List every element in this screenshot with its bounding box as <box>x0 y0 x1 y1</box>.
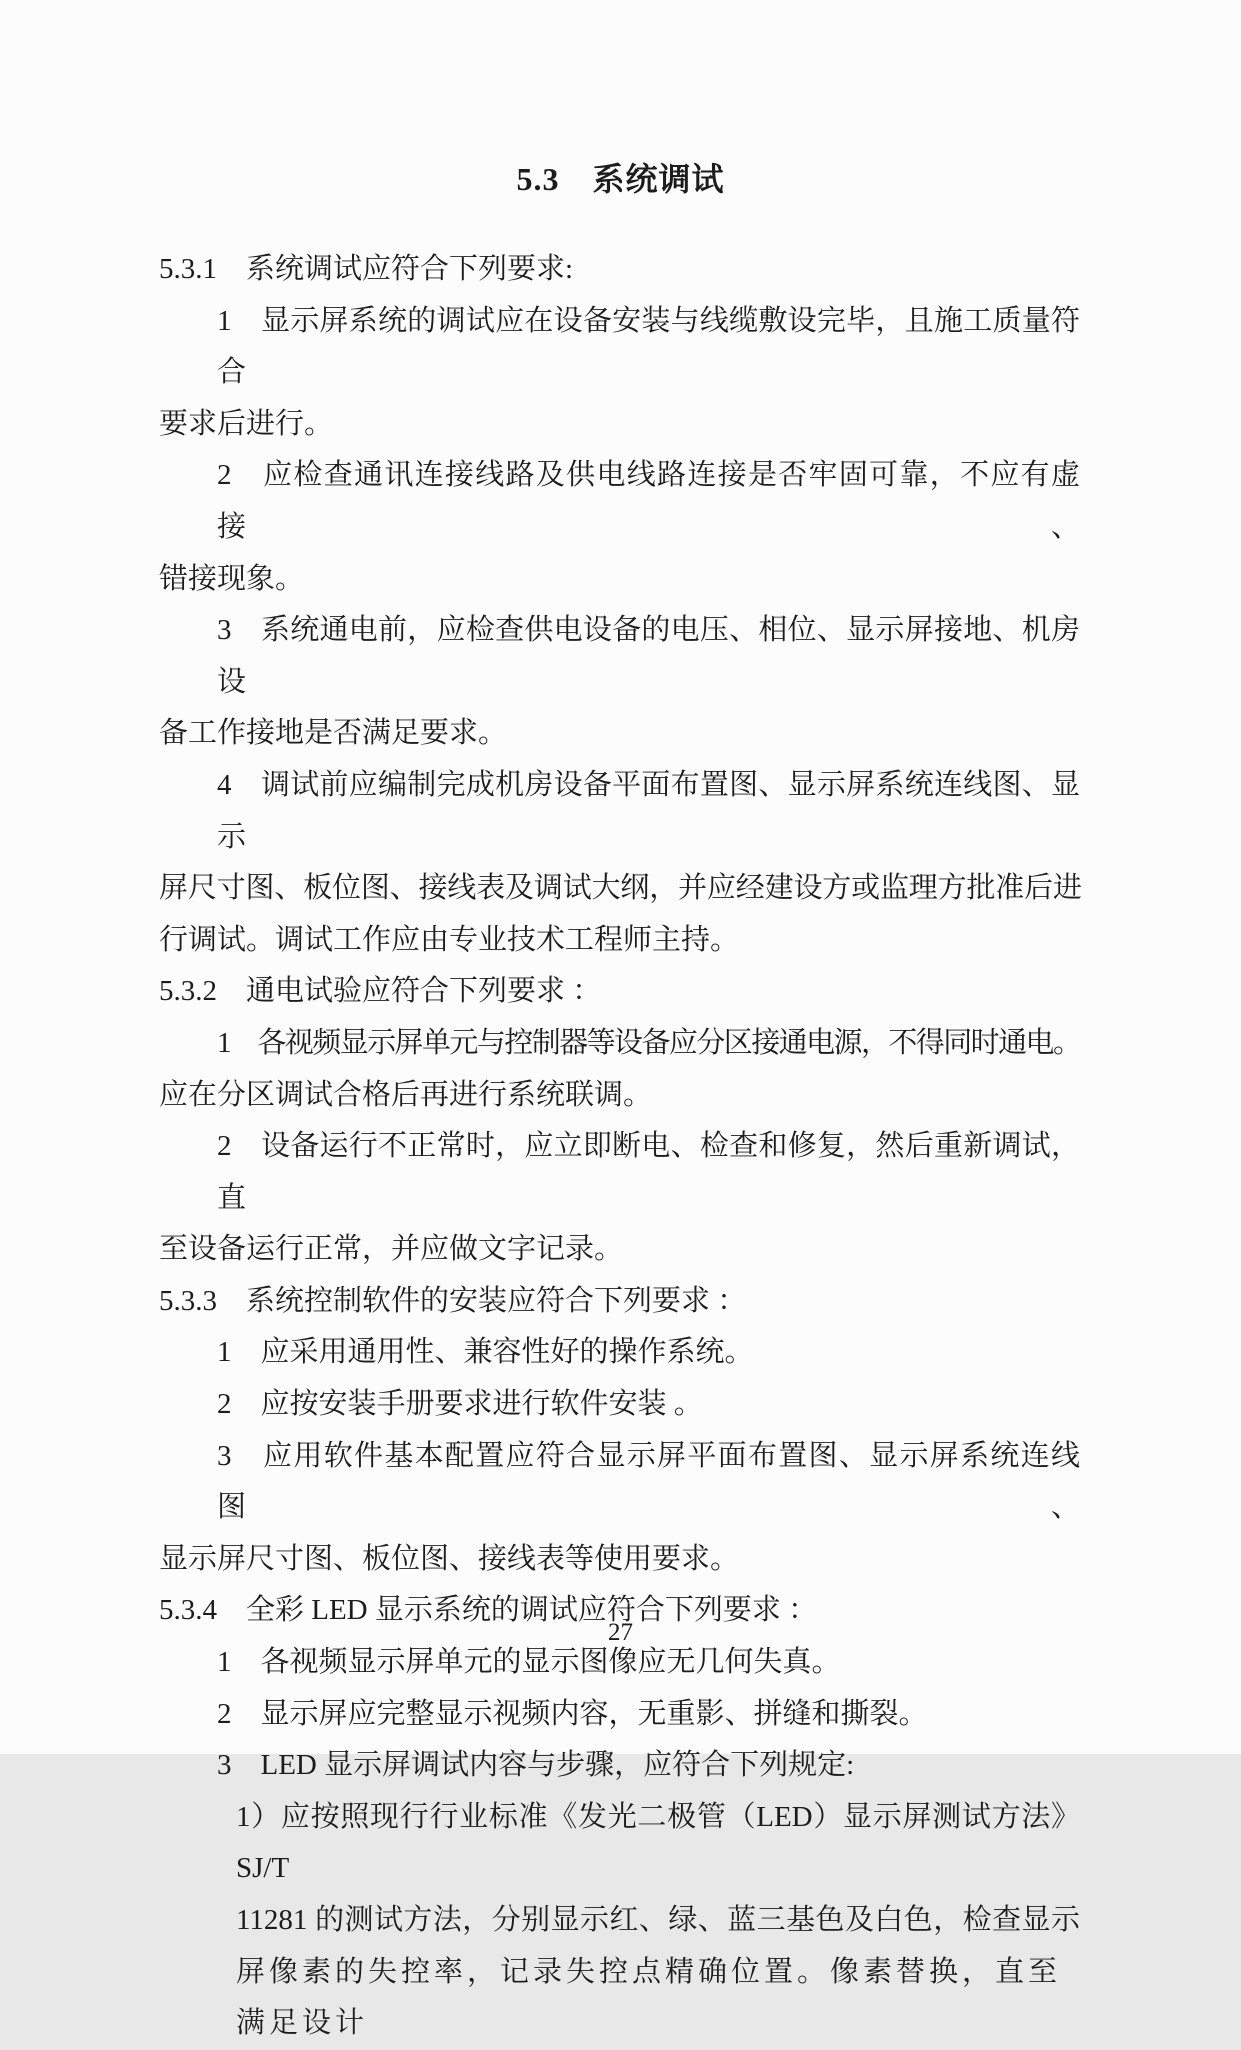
text-line: 1）应按照现行行业标准《发光二极管（LED）显示屏测试方法》SJ/T <box>236 1800 1080 1885</box>
section-heading: 5.3 系统调试 <box>516 161 725 197</box>
document-body <box>159 244 1080 2050</box>
text-line: 错接现象。 <box>159 562 305 595</box>
text-line-section-5-3-1: 5.3.1 系统调试应符合下列要求: <box>159 253 574 285</box>
text-line: 屏像素的失控率，记录失控点精确位置。像素替换，直至满足设计 <box>236 1955 1062 2040</box>
text-line: 3 系统通电前，应检查供电设备的电压、相位、显示屏接地、机房设 <box>217 614 1080 698</box>
page-number: 27 <box>608 1619 633 1646</box>
text-line: 3 LED 显示屏调试内容与步骤，应符合下列规定: <box>217 1749 855 1782</box>
text-line: 2 显示屏应完整显示视频内容，无重影、拼缝和撕裂。 <box>217 1697 928 1730</box>
text-line: 屏尺寸图、板位图、接线表及调试大纲，并应经建设方或监理方批准后进 <box>159 872 1080 905</box>
text-line: 1 应采用通用性、兼容性好的操作系统。 <box>217 1336 754 1369</box>
text-line: 显示屏尺寸图、板位图、接线表等使用要求。 <box>159 1542 740 1575</box>
text-line-section-5-3-4: 5.3.4 全彩 LED 显示系统的调试应符合下列要求 ： <box>159 1594 818 1627</box>
text-line: 3 应用软件基本配置应符合显示屏平面布置图、显示屏系统连线图、 <box>217 1439 1080 1524</box>
text-line: 至设备运行正常，并应做文字记录。 <box>159 1233 624 1266</box>
text-line: 备工作接地是否满足要求。 <box>159 717 508 750</box>
text-line: 4 调试前应编制完成机房设备平面布置图、显示屏系统连线图、显示 <box>217 768 1080 853</box>
text-line: 要求后进行。 <box>159 407 334 440</box>
text-line: 11281 的测试方法，分别显示红、绿、蓝三基色及白色，检查显示 <box>236 1904 1080 1936</box>
text-line: 1 显示屏系统的调试应在设备安装与线缆敷设完毕，且施工质量符合 <box>217 304 1080 389</box>
text-line-section-5-3-3: 5.3.3 系统控制软件的安装应符合下列要求 ： <box>159 1284 747 1317</box>
text-line: 2 设备运行不正常时，应立即断电、检查和修复，然后重新调试，直 <box>217 1130 1080 1214</box>
text-line: 应在分区调试合格后再进行系统联调。 <box>159 1078 653 1111</box>
text-line: 行调试。调试工作应由专业技术工程师主持。 <box>159 923 740 956</box>
text-line: 2 应检查通讯连接线路及供电线路连接是否牢固可靠，不应有虚接、 <box>217 459 1080 543</box>
text-line: 1 各视频显示屏单元与控制器等设备应分区接通电源，不得同时通电。 <box>217 1026 1080 1059</box>
text-line: 1 各视频显示屏单元的显示图像应无几何失真。 <box>217 1646 841 1679</box>
text-line-section-5-3-2: 5.3.2 通电试验应符合下列要求 ： <box>159 975 602 1008</box>
text-line: 2 应按安装手册要求进行软件安装 。 <box>217 1388 703 1421</box>
